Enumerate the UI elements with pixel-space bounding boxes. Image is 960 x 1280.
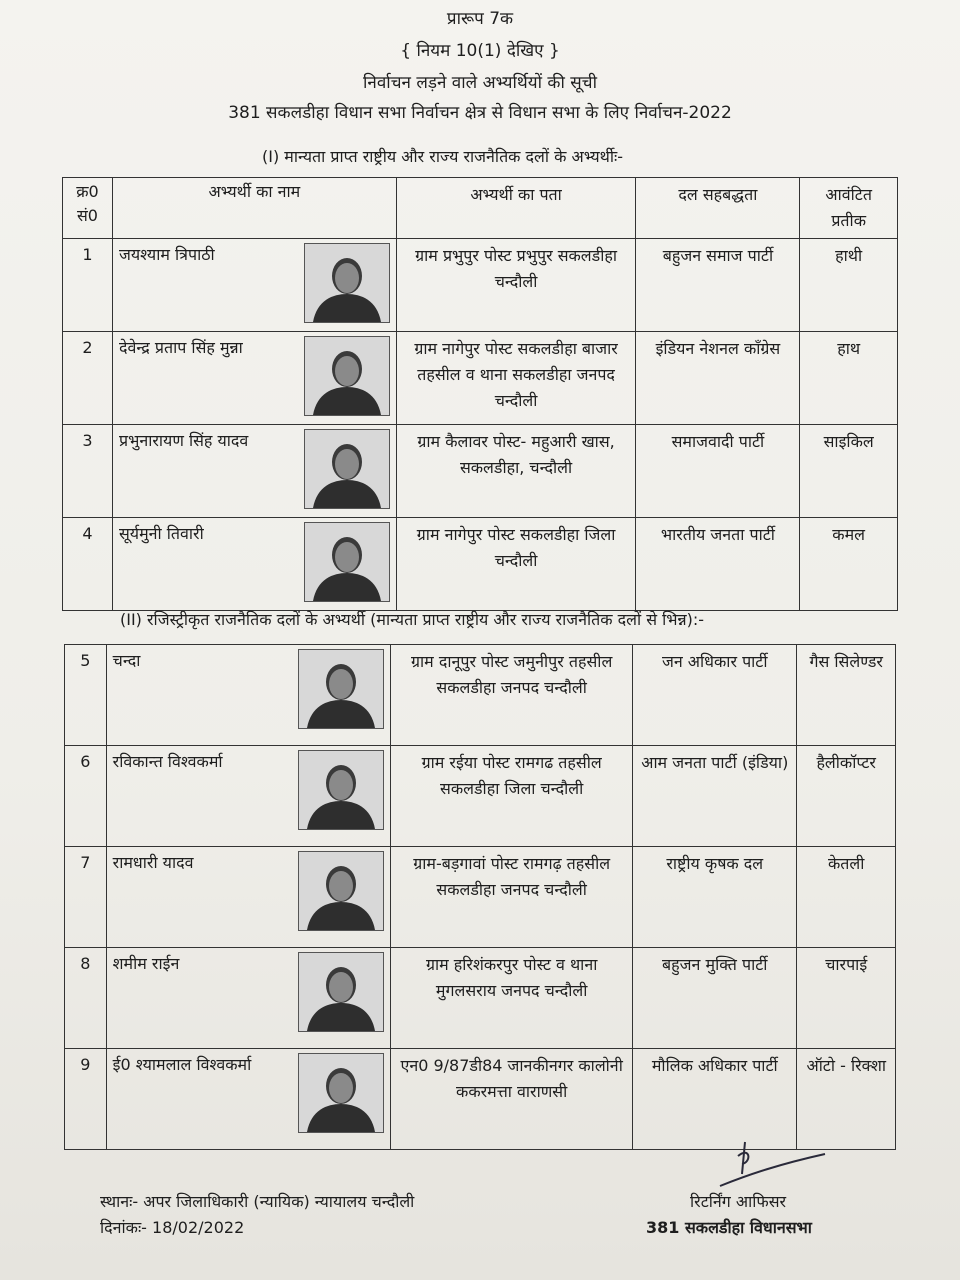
cell-sn: 4	[63, 518, 113, 611]
candidate-photo	[304, 336, 390, 416]
col-party-header: दल सहबद्धता	[636, 178, 800, 239]
cell-address: ग्राम प्रभुपुर पोस्ट प्रभुपुर सकलडीहा चन्दौली	[396, 239, 636, 332]
table-row	[65, 645, 896, 746]
cell-sn: 9	[65, 1049, 107, 1150]
cell-name: प्रभुनारायण सिंह यादव	[112, 425, 303, 518]
cell-sn: 8	[65, 948, 107, 1049]
cell-photo	[304, 425, 397, 518]
cell-name: चन्दा	[106, 645, 298, 746]
rule-reference: { नियम 10(1) देखिए }	[400, 41, 560, 61]
cell-symbol: कमल	[800, 518, 898, 611]
cell-address: ग्राम रईया पोस्ट रामगढ तहसील सकलडीहा जिला चन्दौली	[391, 746, 633, 847]
candidate-photo	[304, 522, 390, 602]
cell-sn: 5	[65, 645, 107, 746]
cell-party: इंडियन नेशनल कॉंग्रेस	[636, 332, 800, 425]
cell-photo	[304, 239, 397, 332]
col-address-header: अभ्यर्थी का पता	[396, 178, 636, 239]
cell-sn: 7	[65, 847, 107, 948]
candidate-photo	[298, 750, 384, 830]
cell-address: एन0 9/87डी84 जानकीनगर कालोनी ककरमत्ता वाराणसी	[391, 1049, 633, 1150]
col-name-header: अभ्यर्थी का नाम	[112, 178, 396, 239]
cell-name: देवेन्द्र प्रताप सिंह मुन्ना	[112, 332, 303, 425]
table-row	[63, 332, 898, 425]
cell-address: ग्राम कैलावर पोस्ट- महुआरी खास, सकलडीहा, चन्दौली	[396, 425, 636, 518]
cell-name: शमीम राईन	[106, 948, 298, 1049]
cell-symbol: गैस सिलेण्डर	[797, 645, 896, 746]
cell-sn: 1	[63, 239, 113, 332]
cell-name: जयश्याम त्रिपाठी	[112, 239, 303, 332]
footer-officer: रिटर्निंग आफिसर	[690, 1192, 787, 1211]
cell-symbol: ऑटो - रिक्शा	[797, 1049, 896, 1150]
table-row	[63, 239, 898, 332]
cell-sn: 6	[65, 746, 107, 847]
cell-party: आम जनता पार्टी (इंडिया)	[633, 746, 797, 847]
cell-name: सूर्यमुनी तिवारी	[112, 518, 303, 611]
table-row	[65, 847, 896, 948]
col-symbol-header: आवंटित प्रतीक	[800, 178, 898, 239]
table-header-row	[63, 178, 898, 239]
cell-symbol: हाथ	[800, 332, 898, 425]
cell-symbol: साइकिल	[800, 425, 898, 518]
cell-photo	[304, 332, 397, 425]
table-row	[65, 948, 896, 1049]
cell-photo	[298, 847, 391, 948]
cell-party: भारतीय जनता पार्टी	[636, 518, 800, 611]
candidate-photo	[298, 952, 384, 1032]
cell-photo	[298, 948, 391, 1049]
section-1-heading: (I) मान्यता प्राप्त राष्ट्रीय और राज्य राजनैतिक दलों के अभ्यर्थीः-	[262, 147, 624, 166]
cell-name: रविकान्त विश्वकर्मा	[106, 746, 298, 847]
candidate-photo	[304, 243, 390, 323]
col-sn-header: क्र0 सं0	[63, 178, 113, 239]
cell-party: मौलिक अधिकार पार्टी	[633, 1049, 797, 1150]
cell-address: ग्राम नागेपुर पोस्ट सकलडीहा जिला चन्दौली	[396, 518, 636, 611]
cell-symbol: हैलीकॉप्टर	[797, 746, 896, 847]
cell-party: बहुजन समाज पार्टी	[636, 239, 800, 332]
cell-party: जन अधिकार पार्टी	[633, 645, 797, 746]
cell-photo	[298, 645, 391, 746]
cell-name: रामधारी यादव	[106, 847, 298, 948]
cell-party: राष्ट्रीय कृषक दल	[633, 847, 797, 948]
table-row	[63, 425, 898, 518]
candidates-table-1	[62, 177, 898, 611]
form-number: प्रारूप 7क	[446, 9, 514, 29]
candidate-photo	[304, 429, 390, 509]
cell-sn: 3	[63, 425, 113, 518]
cell-symbol: हाथी	[800, 239, 898, 332]
table-row	[65, 746, 896, 847]
cell-address: ग्राम नागेपुर पोस्ट सकलडीहा बाजार तहसील व थाना सकलडीहा जनपद चन्दौली	[396, 332, 636, 425]
footer-place: स्थानः- अपर जिलाधिकारी (न्यायिक) न्यायालय चन्दौली	[100, 1192, 415, 1211]
candidate-photo	[298, 1053, 384, 1133]
candidate-photo	[298, 649, 384, 729]
cell-address: ग्राम दानूपुर पोस्ट जमुनीपुर तहसील सकलडीहा जनपद चन्दौली	[391, 645, 633, 746]
cell-symbol: चारपाई	[797, 948, 896, 1049]
cell-party: समाजवादी पार्टी	[636, 425, 800, 518]
footer-date: दिनांकः- 18/02/2022	[100, 1218, 245, 1237]
cell-party: बहुजन मुक्ति पार्टी	[633, 948, 797, 1049]
candidates-table-2	[64, 644, 896, 1150]
cell-sn: 2	[63, 332, 113, 425]
cell-address: ग्राम हरिशंकरपुर पोस्ट व थाना मुगलसराय जनपद चन्दौली	[391, 948, 633, 1049]
cell-name: ई0 श्यामलाल विश्वकर्मा	[106, 1049, 298, 1150]
cell-address: ग्राम-बड़गावां पोस्ट रामगढ़ तहसील सकलडीहा जनपद चन्दौली	[391, 847, 633, 948]
cell-photo	[304, 518, 397, 611]
document-subtitle: 381 सकलडीहा विधान सभा निर्वाचन क्षेत्र से विधान सभा के लिए निर्वाचन-2022	[228, 103, 732, 123]
cell-symbol: केतली	[797, 847, 896, 948]
document-title: निर्वाचन लड़ने वाले अभ्यर्थियों की सूची	[363, 73, 597, 93]
candidate-photo	[298, 851, 384, 931]
cell-photo	[298, 1049, 391, 1150]
section-2-heading: (II) रजिस्ट्रीकृत राजनैतिक दलों के अभ्यर्थी (मान्यता प्राप्त राष्ट्रीय और राज्य राजनैतिक दलों से भिन्न):-	[120, 610, 705, 629]
footer-constituency: 381 सकलडीहा विधानसभा	[646, 1218, 812, 1237]
cell-photo	[298, 746, 391, 847]
table-row	[63, 518, 898, 611]
